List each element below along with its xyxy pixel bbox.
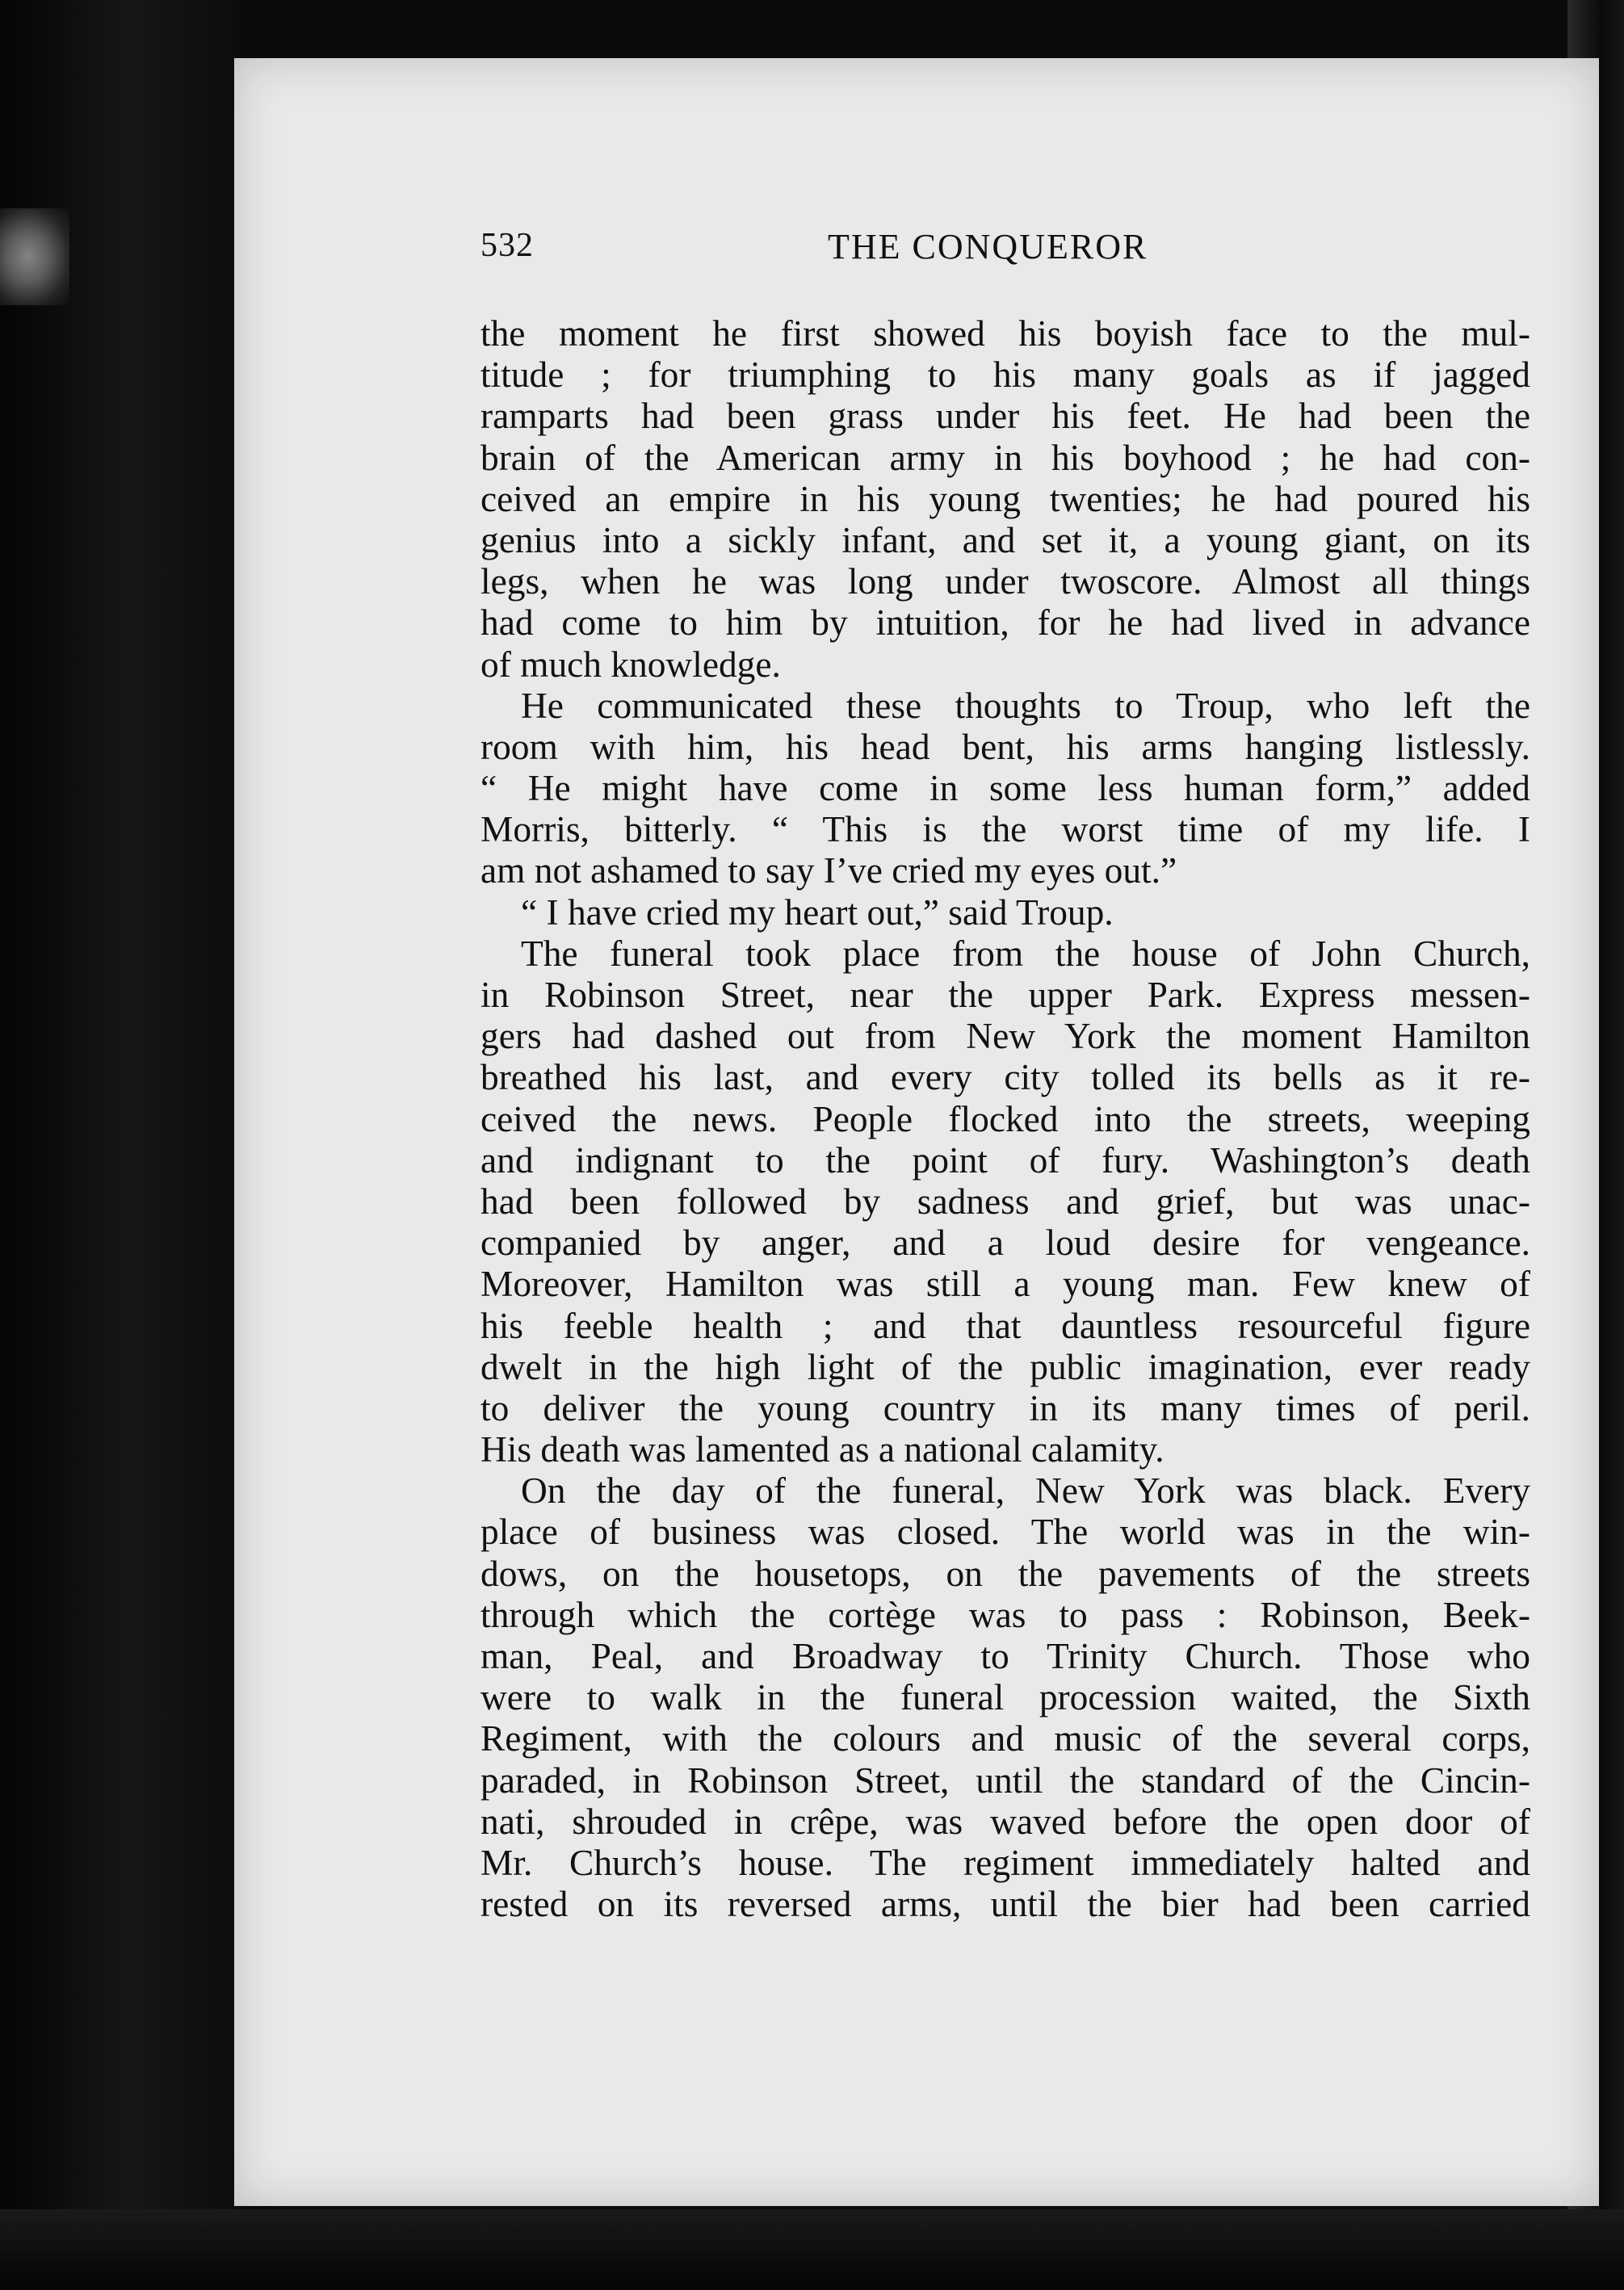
text-line: of much knowledge. <box>480 644 781 685</box>
text-line: legs, when he was long under twoscore. Almost all things <box>480 561 1530 602</box>
text-line: The funeral took place from the house of John Church, <box>521 933 1530 974</box>
text-line: “ I have cried my heart out,” said Troup. <box>521 891 1114 933</box>
text-line: paraded, in Robinson Street, until the standard of the Cincin- <box>480 1759 1530 1801</box>
text-line: brain of the American army in his boyhood ; he had con- <box>480 437 1530 478</box>
text-line: had come to him by intuition, for he had lived in advance <box>480 602 1530 644</box>
scan-blemish <box>0 208 69 305</box>
text-line: in Robinson Street, near the upper Park. Express messen- <box>480 975 1530 1015</box>
text-line: rested on its reversed arms, until the bier had been carried <box>480 1884 1530 1925</box>
text-line: through which the cortège was to pass : Robinson, Beek- <box>480 1594 1530 1635</box>
text-line: to deliver the young country in its many times of peril. <box>480 1387 1530 1428</box>
text-line: ramparts had been grass under his feet. He had been the <box>480 396 1530 437</box>
text-line: companied by anger, and a loud desire for vengeance. <box>480 1223 1530 1264</box>
text-line: ceived the news. People flocked into the streets, weeping <box>480 1098 1530 1139</box>
text-line: gers had dashed out from New York the moment Hamilton <box>480 1016 1530 1057</box>
text-line: genius into a sickly infant, and set it, a young giant, on its <box>480 519 1530 560</box>
text-line: breathed his last, and every city tolled its bells as it re- <box>480 1057 1530 1098</box>
text-line: ceived an empire in his young twenties; he had poured his <box>480 478 1530 519</box>
text-line: his feeble health ; and that dauntless resourceful figure <box>480 1305 1530 1346</box>
text-line: dows, on the housetops, on the pavements of the streets <box>480 1553 1530 1594</box>
text-line: His death was lamented as a national calamity. <box>480 1429 1164 1470</box>
text-line: man, Peal, and Broadway to Trinity Church. Those who <box>480 1636 1530 1676</box>
text-line: nati, shrouded in crêpe, was waved before the open door of <box>480 1801 1530 1842</box>
text-line: and indignant to the point of fury. Washington’s death <box>480 1139 1530 1181</box>
running-title: THE CONQUEROR <box>828 227 1148 266</box>
text-line: am not ashamed to say I’ve cried my eyes out.” <box>480 850 1177 891</box>
text-line: room with him, his head bent, his arms hanging listlessly. <box>480 726 1530 767</box>
text-line: Mr. Church’s house. The regiment immediately halted and <box>480 1842 1530 1883</box>
text-line: Morris, bitterly. “ This is the worst time of my life. I <box>480 809 1530 850</box>
text-line: Moreover, Hamilton was still a young man. Few knew of <box>480 1264 1530 1305</box>
text-line: Regiment, with the colours and music of the several corps, <box>480 1718 1530 1759</box>
body-text <box>480 313 1530 1925</box>
text-line: had been followed by sadness and grief, but was unac- <box>480 1181 1530 1222</box>
text-line: He communicated these thoughts to Troup, who left the <box>521 685 1530 726</box>
text-line: On the day of the funeral, New York was black. Every <box>521 1470 1530 1512</box>
book-spine-shadow <box>0 0 234 2290</box>
text-line: titude ; for triumphing to his many goals as if jagged <box>480 354 1530 396</box>
text-line: “ He might have come in some less human form,” added <box>480 768 1530 809</box>
page-header <box>480 226 1530 275</box>
bottom-edge-shadow <box>0 2209 1624 2290</box>
text-line: place of business was closed. The world was in the win- <box>480 1512 1530 1553</box>
text-line: were to walk in the funeral procession waited, the Sixth <box>480 1677 1530 1718</box>
text-line: the moment he first showed his boyish face to the mul- <box>480 313 1530 354</box>
page-number: 532 <box>480 227 534 264</box>
text-line: dwelt in the high light of the public imagination, ever ready <box>480 1346 1530 1387</box>
